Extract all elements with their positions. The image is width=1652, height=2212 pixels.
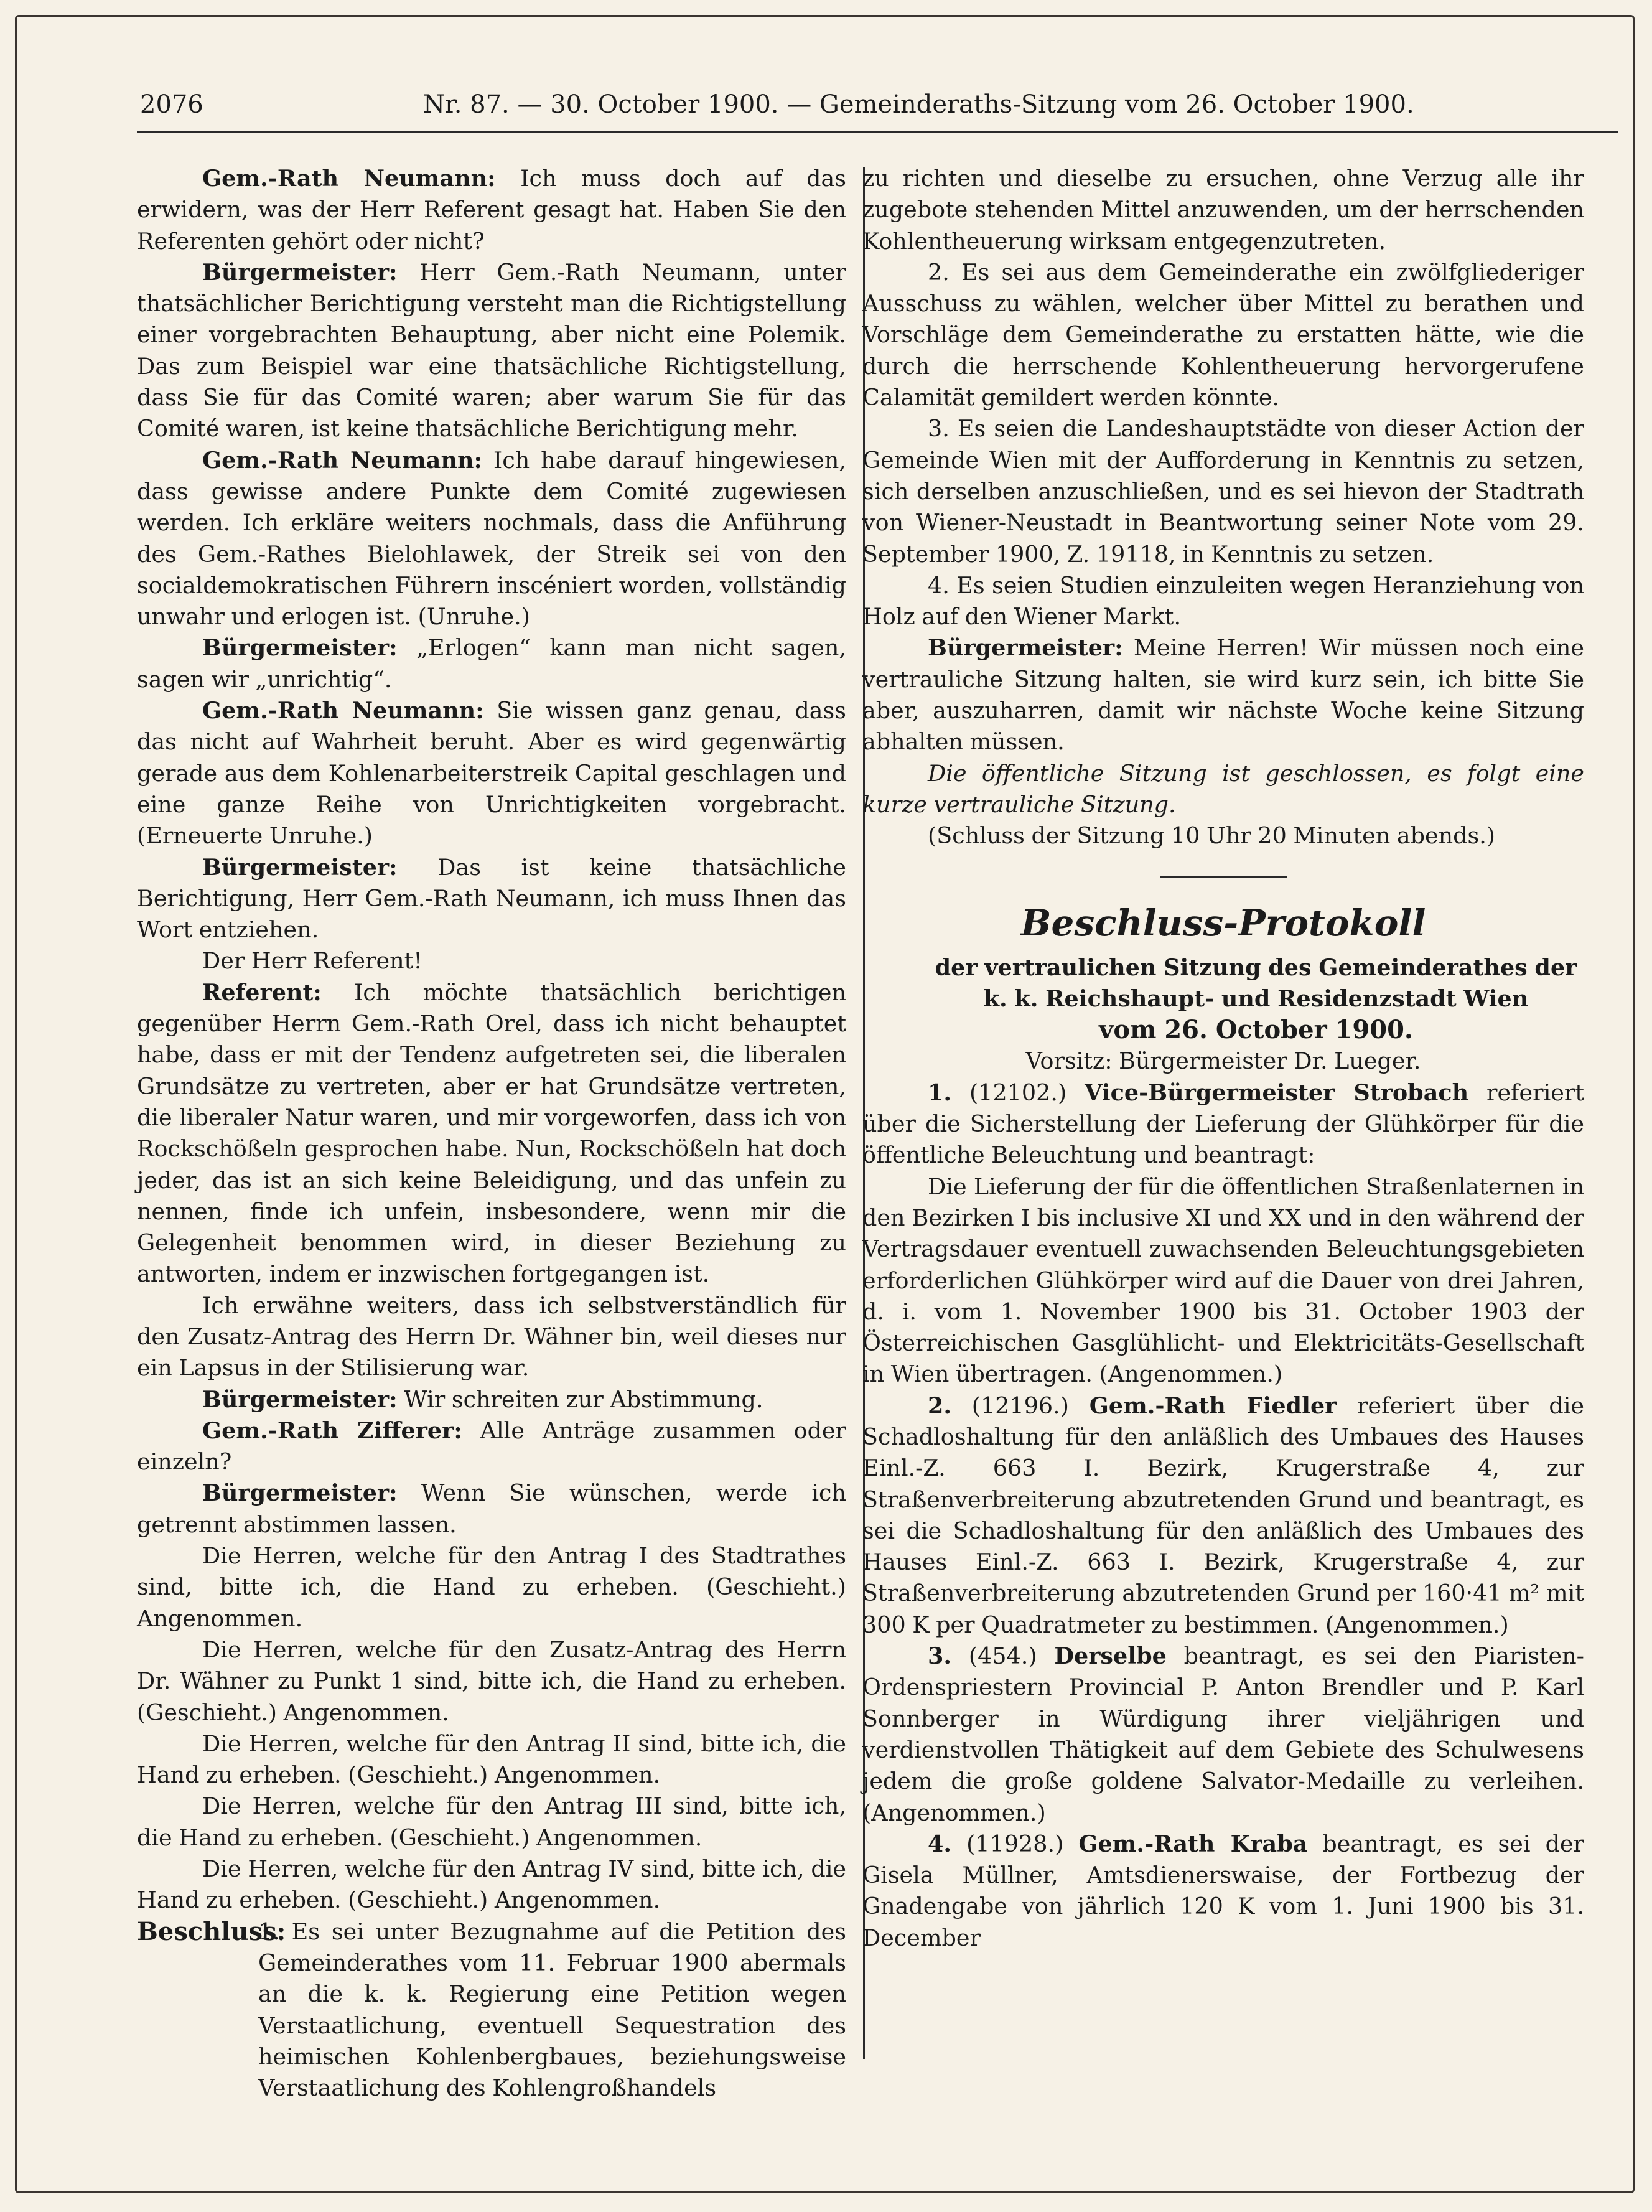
paragraph-text: Ich möchte thatsächlich berichtigen gegenüber Herrn Gem.-Rath Orel, dass ich nicht behauptet habe, dass er mit der Tendenz aufgetreten sei, die liberalen Grundsätze zu vertreten, aber er hat Grundsätze vertreten, die liberaler Natur waren, und mir vorgeworfen, dass ich von Rockschößeln gesprochen habe. Nun, Rockschößeln hat doch jeder, das ist an sich keine Beleidigung, und das unfein zu nennen, finde ich unfein, insbesondere, wenn mir die Gelegenheit benommen wird, in dieser Beziehung zu antworten, indem er inzwischen fortgegangen ist. [137,978,846,1288]
paragraph [137,1853,846,1916]
item-number: 3. [928,1643,952,1670]
paragraph-text: Ich muss doch auf das erwidern, was der Herr Referent gesagt hat. Haben Sie den Referenten gehört oder nicht? [137,165,846,255]
item-text: beantragt, es sei den Piaristen-Ordenspriestern Provincial P. Anton Brendler und P. Karl Sonnberger in Würdigung ihrer vieljährigen und verdienstvollen Thätigkeit auf dem Gebiete des Schulwesens jedem die große goldene Salvator-Medaille zu verleihen. (Angenommen.) [862,1643,1584,1826]
paragraph [862,632,1584,757]
paragraph [137,163,846,257]
protocol-title: Beschluss-Protokoll [1020,901,1426,944]
speaker-name: Bürgermeister: [928,634,1123,662]
item-number: 2. [928,1392,952,1419]
paragraph [137,1478,846,1540]
paragraph [137,945,846,977]
paragraph [137,695,846,851]
paragraph-text: 3. Es seien die Landeshauptstädte von dieser Action der Gemeinde Wien mit der Aufforderung in Kenntnis zu setzen, sich derselben anzuschließen, und es sei hievon der Stadtrath von Wiener-Neustadt in Beantwortung seiner Note vom 29. September 1900, Z. 19118, in Kenntnis zu setzen. [862,415,1584,568]
item-speaker: Gem.-Rath Kraba [1078,1830,1308,1857]
item-text: beantragt, es sei der Gisela Müllner, Amtsdienerswaise, der Fortbezug der Gnadengabe von jährlich 120 K vom 1. Juni 1900 bis 31. December [862,1830,1584,1951]
speaker-name: Bürgermeister: [202,258,398,286]
speaker-name: Bürgermeister: [202,1479,398,1507]
paragraph-text: Das ist keine thatsächliche Berichtigung, Herr Gem.-Rath Neumann, ich muss Ihnen das Wort entziehen. [137,853,846,944]
speaker-name: Bürgermeister: [202,1385,398,1413]
paragraph-text: Sie wissen ganz genau, dass das nicht auf Wahrheit beruht. Aber es wird gegenwärtig gerade aus dem Kohlenarbeiterstreik Capital geschlagen und eine ganze Reihe von Unrichtigkeiten vorgebracht. (Erneuerte Unruhe.) [137,697,846,850]
protocol-item [862,1829,1584,1954]
protocol-subtitle: k. k. Reichshaupt- und Residenzstadt Wien [983,985,1529,1012]
speaker-name: Bürgermeister: [202,634,398,662]
item-speaker: Gem.-Rath Fiedler [1089,1392,1337,1419]
paragraph [137,1540,846,1634]
paragraph [862,758,1584,821]
paragraph [137,1634,846,1728]
right-column [862,163,1584,1954]
speaker-name: Bürgermeister: [202,853,398,881]
paragraph-text: Die öffentliche Sitzung ist geschlossen, es folgt eine kurze vertrauliche Sitzung. [862,759,1584,818]
paragraph-text: Alle Anträge zusammen oder einzeln? [137,1417,846,1476]
paragraph [137,632,846,695]
paragraph [137,1728,846,1791]
paragraph-text: Ich habe darauf hingewiesen, dass gewisse andere Punkte dem Comité zugewiesen werden. Ich erkläre weiters nochmals, dass die Anführung des Gem.-Rathes Bielohlawek, der Streik sei von den socialdemokratischen Führern inscéniert worden, vollständig unwahr und erlogen ist. (Unruhe.) [137,446,846,630]
paragraph [137,257,846,445]
item-text: referiert über die Sicherstellung der Lieferung der Glühkörper für die öffentliche Beleuchtung und beantragt: [862,1079,1584,1169]
paragraph-text: zu richten und dieselbe zu ersuchen, ohne Verzug alle ihr zugebote stehenden Mittel anzuwenden, um der herrschenden Kohlentheuerung wirksam entgegenzutreten. [862,165,1584,255]
paragraph [862,820,1584,851]
section-separator [1160,876,1287,878]
paragraph-text: Die Herren, welche für den Zusatz-Antrag des Herrn Dr. Wähner zu Punkt 1 sind, bitte ich, die Hand zu erheben. (Geschieht.) Angenommen. [137,1636,846,1726]
paragraph-text: (Schluss der Sitzung 10 Uhr 20 Minuten abends.) [928,822,1496,850]
item-text: referiert über die Schadloshaltung für den anläßlich des Umbaues des Hauses Einl.-Z. 663 I. Bezirk, Krugerstraße 4, zur Straßenverbreiterung abzutretenden Grund und beantragt, es sei die Schadloshaltung für den anläßlich des Umbaues des Hauses Einl.-Z. 663 I. Bezirk, Krugerstraße 4, zur Straßenverbreiterung abzutretenden Grund per 160·41 m² mit 300 K per Quadratmeter zu bestimmen. (Angenommen.) [862,1392,1585,1638]
paragraph [862,163,1584,257]
item-number: 1. [928,1079,952,1106]
item-number: 4. [928,1830,952,1857]
header-title: Nr. 87. — 30. October 1900. — Gemeinderaths-Sitzung vom 26. October 1900. [423,90,1414,119]
item-speaker: Vice-Bürgermeister Strobach [1085,1079,1469,1106]
paragraph [137,445,846,633]
protocol-item [862,1077,1584,1171]
paragraph [137,1415,846,1478]
paragraph [137,977,846,1290]
paragraph [137,1290,846,1384]
speaker-name: Gem.-Rath Zifferer: [202,1417,462,1444]
paragraph-text: Die Herren, welche für den Antrag I des Stadtrathes sind, bitte ich, die Hand zu erheben. (Geschieht.) Angenommen. [137,1542,846,1632]
paragraph [862,570,1584,633]
speaker-name: Referent: [202,978,322,1006]
item-text: Die Lieferung der für die öffentlichen Straßenlaternen in den Bezirken I bis inclusive XI und XX und in den während der Vertragsdauer eventuell zuwachsenden Beleuchtungsgebieten erforderlichen Glühkörper wird auf die Dauer von drei Jahren, d. i. vom 1. November 1900 bis 31. October 1903 der Österreichischen Gasglühlicht- und Elektricitäts-Gesellschaft in Wien übertragen. (Angenommen.) [862,1173,1584,1388]
item-ref: (454.) [968,1643,1037,1670]
paragraph [862,413,1584,569]
speaker-name: Gem.-Rath Neumann: [202,697,484,724]
speaker-name: Gem.-Rath Neumann: [202,165,496,192]
paragraph-text: Der Herr Referent! [202,947,422,975]
paragraph-text: 2. Es sei aus dem Gemeinderathe ein zwölfgliederiger Ausschuss zu wählen, welcher über Mittel zu berathen und Vorschläge dem Gemeinderathe zu erstatten hätte, wie die durch die herrschende Kohlentheuerung hervorgerufene Calamität gemildert werden könnte. [862,258,1584,411]
resolution-text: 1. Es sei unter Bezugnahme auf die Petition des Gemeinderathes vom 11. Februar 1900 abermals an die k. k. Regierung eine Petition wegen Verstaatlichung, eventuell Sequestration des heimischen Kohlenbergbaues, beziehungsweise Verstaatlichung des Kohlengroßhandels [258,1918,846,2102]
speaker-name: Gem.-Rath Neumann: [202,446,482,474]
paragraph-text: „Erlogen“ kann man nicht sagen, sagen wir „unrichtig“. [137,634,846,693]
paragraph-text: Die Herren, welche für den Antrag IV sind, bitte ich, die Hand zu erheben. (Geschieht.) Angenommen. [137,1855,846,1914]
item-ref: (12102.) [969,1079,1067,1106]
paragraph-text: Die Herren, welche für den Antrag III sind, bitte ich, die Hand zu erheben. (Geschieht.) Angenommen. [137,1793,846,1851]
protocol-chair: Vorsitz: Bürgermeister Dr. Lueger. [1025,1047,1421,1075]
resolution-label: Beschluss: [137,1916,286,1946]
protocol-item [862,1641,1584,1829]
protocol-item [862,1171,1584,1390]
paragraph-text: Wir schreiten zur Abstimmung. [404,1385,763,1413]
resolution-block [137,1916,846,2104]
paragraph [137,1791,846,1853]
page-header [140,86,1414,123]
paragraph-text: Herr Gem.-Rath Neumann, unter thatsächlicher Berichtigung versteht man die Richtigstellung einer vorgebrachten Behauptung, aber nicht eine Polemik. Das zum Beispiel war eine thatsächliche Richtigstellung, dass Sie für das Comité waren; aber warum Sie für das Comité waren, ist keine thatsächliche Berichtigung mehr. [137,258,846,443]
paragraph [862,257,1584,413]
paragraph-text: Meine Herren! Wir müssen noch eine vertrauliche Sitzung halten, sie wird kurz sein, ich bitte Sie aber, auszuharren, damit wir nächste Woche keine Sitzung abhalten müssen. [862,634,1584,756]
item-ref: (12196.) [971,1392,1069,1419]
protocol-item [862,1390,1584,1641]
page-number: 2076 [140,90,203,119]
left-column [137,163,846,2104]
paragraph-text: 4. Es seien Studien einzuleiten wegen Heranziehung von Holz auf den Wiener Markt. [862,571,1584,630]
paragraph-text: Die Herren, welche für den Antrag II sind, bitte ich, die Hand zu erheben. (Geschieht.) Angenommen. [137,1730,846,1789]
protocol-subtitle: der vertraulichen Sitzung des Gemeinderathes der [935,954,1577,981]
item-ref: (11928.) [966,1830,1064,1857]
item-speaker: Derselbe [1054,1643,1167,1670]
protocol-date: vom 26. October 1900. [1099,1015,1413,1045]
paragraph-text: Ich erwähne weiters, dass ich selbstverständlich für den Zusatz-Antrag des Herrn Dr. Wähner bin, weil dieses nur ein Lapsus in der Stilisierung war. [137,1291,846,1382]
paragraph [137,1384,846,1415]
paragraph [137,852,846,946]
header-rule [137,131,1618,133]
paragraph-text: Wenn Sie wünschen, werde ich getrennt abstimmen lassen. [137,1479,846,1538]
